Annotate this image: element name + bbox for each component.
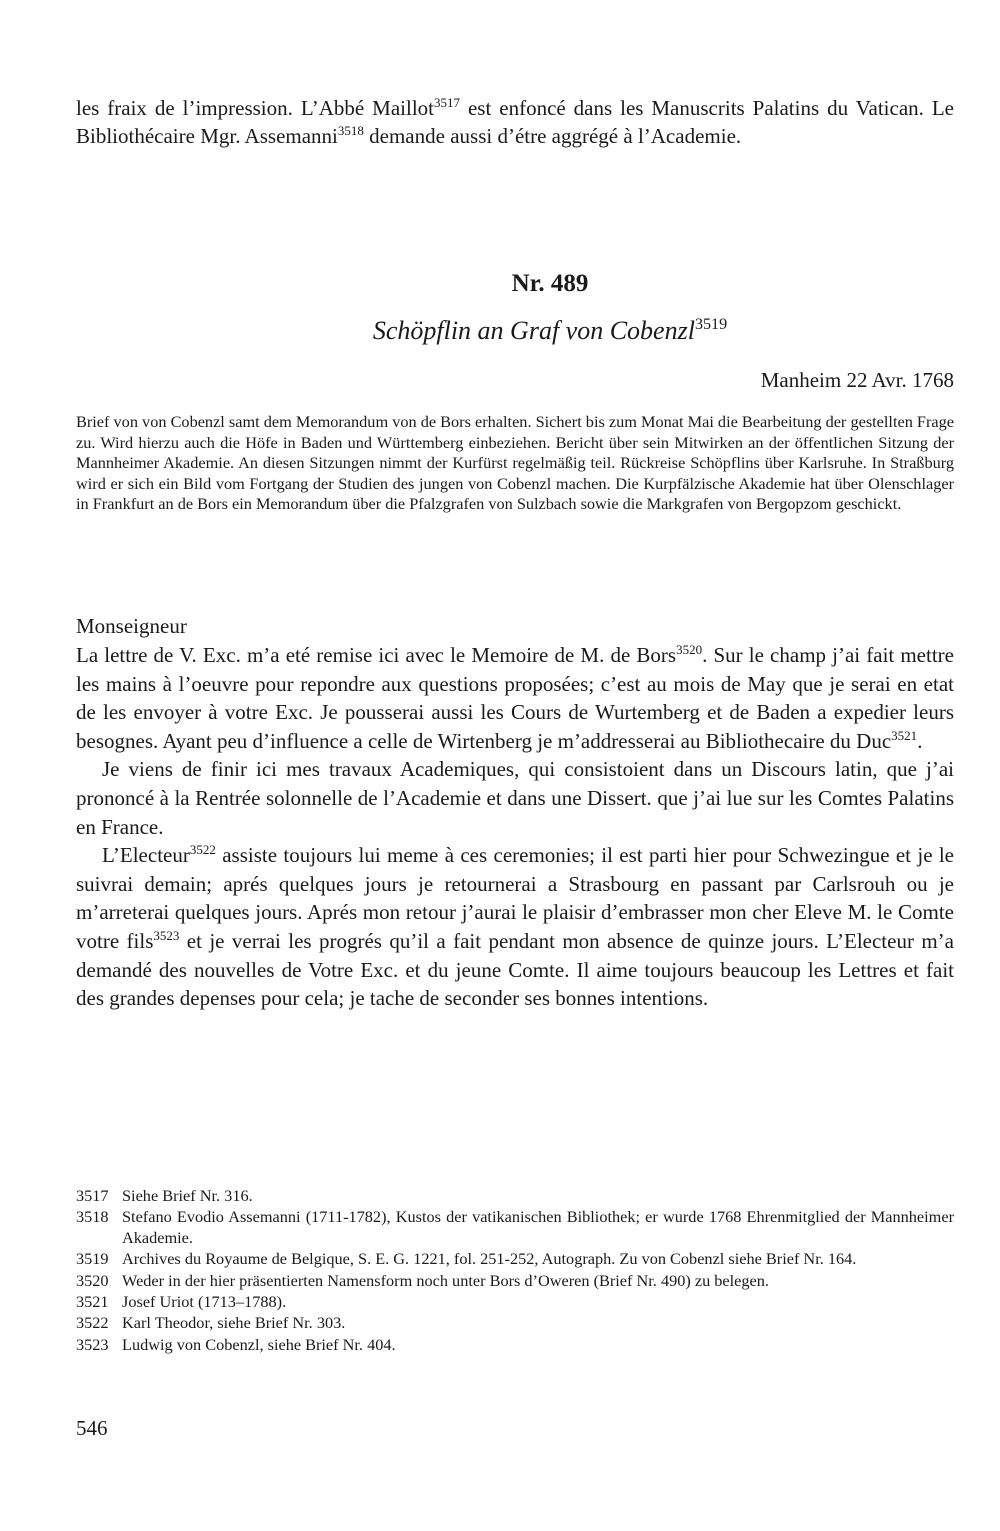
footnote bbox=[76, 1313, 954, 1333]
footnotes bbox=[76, 1186, 954, 1356]
footnote-text: Ludwig von Cobenzl, siehe Brief Nr. 404. bbox=[122, 1334, 396, 1354]
intro-text: demande aussi d’étre aggrégé à l’Academie. bbox=[363, 124, 742, 148]
letter-number: Nr. 489 bbox=[511, 270, 589, 297]
footnote-ref-3520[interactable]: 3520 bbox=[676, 641, 703, 657]
letter-paragraph bbox=[76, 641, 954, 755]
intro-text: est enfoncé dans les Manuscrits Palatins du Vatican. Le Bibliothécaire Mgr. Assemanni bbox=[76, 96, 954, 148]
footnote-text: Archives du Royaume de Belgique, S. E. G. 1221, fol. 251-252, Autograph. Zu von Cobenzl siehe Brief Nr. 164. bbox=[122, 1249, 857, 1269]
footnote-ref-3519[interactable]: 3519 bbox=[694, 316, 728, 334]
place-date: Manheim 22 Avr. 1768 bbox=[760, 368, 954, 392]
footnote-number: 3521 bbox=[76, 1292, 109, 1312]
footnote-ref-3517[interactable]: 3517 bbox=[434, 94, 461, 110]
footnote-number: 3519 bbox=[76, 1249, 109, 1269]
footnote-number: 3518 bbox=[76, 1207, 109, 1227]
footnote-number: 3520 bbox=[76, 1270, 109, 1290]
footnote-ref-3523[interactable]: 3523 bbox=[153, 927, 180, 943]
footnote-text: Karl Theodor, siehe Brief Nr. 303. bbox=[122, 1313, 346, 1333]
footnote-ref-3518[interactable]: 3518 bbox=[337, 122, 364, 138]
footnote-ref-3521[interactable]: 3521 bbox=[891, 727, 918, 743]
footnote bbox=[76, 1249, 954, 1269]
letter-title-text: Schöpflin an Graf von Cobenzl bbox=[372, 316, 695, 345]
letter-text: L’Electeur bbox=[102, 843, 190, 868]
footnote-ref-3522[interactable]: 3522 bbox=[189, 842, 216, 858]
editorial-summary: Brief von von Cobenzl samt dem Memorandum von de Bors erhalten. Sichert bis zum Monat Mai die Bearbeitung der gestellten Frage zu. Wird hierzu auch die Höfe in Baden und Württemberg einbeziehen. Bericht über sein Mitwirken an der öffentlichen Sitzung der Mannheimer Akademie. An diesen Sitzungen nimmt der Kurfürst regelmäßig teil. Rückreise Schöpflins über Karlsruhe. In Straßburg wird er sich ein Bild vom Fortgang der Studien des jungen von Cobenzl machen. Die Kurpfälzische Akademie hat über Olenschlager in Frankfurt an de Bors ein Memorandum über die Pfalzgrafen von Sulzbach sowie die Markgrafen von Bergopzom geschickt. bbox=[76, 412, 954, 513]
footnote bbox=[76, 1186, 954, 1206]
letter-paragraph bbox=[76, 841, 954, 1013]
letter-text: . Sur le champ j’ai fait mettre les mains à l’oeuvre pour repondre aux questions proposées; c’est au mois de May que je serai en etat de les envoyer à votre Exc. Je pousserai aussi les Cours de Wurtemberg et de Baden a expedier leurs besognes. Ayant peu d’influence a celle de Wirtenberg je m’addresserai au Bibliothecaire du Duc bbox=[76, 643, 954, 753]
footnote-number: 3522 bbox=[76, 1313, 109, 1333]
letter-title bbox=[76, 314, 954, 348]
footnote bbox=[76, 1292, 954, 1312]
footnote-number: 3523 bbox=[76, 1334, 109, 1354]
footnote-number: 3517 bbox=[76, 1186, 109, 1205]
footnote-text: Weder in der hier präsentierten Namensform noch unter Bors d’Oweren (Brief Nr. 490) zu belegen. bbox=[122, 1270, 769, 1290]
footnote-text: Stefano Evodio Assemanni (1711-1782), Kustos der vatikanischen Bibliothek; er wurde 1768 Ehrenmitglied der Mannheimer Akademie. bbox=[122, 1207, 954, 1247]
footnote bbox=[76, 1335, 954, 1355]
page-number: 546 bbox=[76, 1416, 108, 1440]
footnote-text: Josef Uriot (1713–1788). bbox=[122, 1292, 287, 1312]
footnote-text: Siehe Brief Nr. 316. bbox=[122, 1186, 253, 1205]
footnote bbox=[76, 1207, 954, 1248]
letter-text: . bbox=[917, 728, 923, 753]
letter-text: La lettre de V. Exc. m’a eté remise ici avec le Memoire de M. de Bors bbox=[76, 643, 677, 667]
intro-paragraph bbox=[76, 94, 954, 150]
salutation: Monseigneur bbox=[76, 614, 187, 638]
intro-text: les fraix de l’impression. L’Abbé Maillot bbox=[76, 96, 434, 120]
letter-text: assiste toujours lui meme à ces ceremonies; il est parti hier pour Schwezingue et je le suivrai demain; aprés quelques jours je retournerai a Strasbourg en passant par Carlsrouh ou je m’arreterai quelques jours. Aprés mon retour j’aurai le plaisir d’embrasser mon cher Eleve M. le Comte votre fils bbox=[76, 843, 954, 953]
letter-paragraph: Je viens de finir ici mes travaux Academiques, qui consistoient dans un Discours latin, que j’ai prononcé à la Rentrée solonnelle de l’Academie et dans une Dissert. que j’ai lue sur les Comtes Palatins en France. bbox=[76, 757, 954, 839]
letter-body bbox=[76, 641, 954, 1013]
footnote bbox=[76, 1271, 954, 1291]
letter-text: et je verrai les progrés qu’il a fait pendant mon absence de quinze jours. L’Electeur m’a demandé des nouvelles de Votre Exc. et du jeune Comte. Il aime toujours beaucoup les Lettres et fait des grandes depenses pour cela; je tache de seconder ses bonnes intentions. bbox=[76, 928, 954, 1011]
